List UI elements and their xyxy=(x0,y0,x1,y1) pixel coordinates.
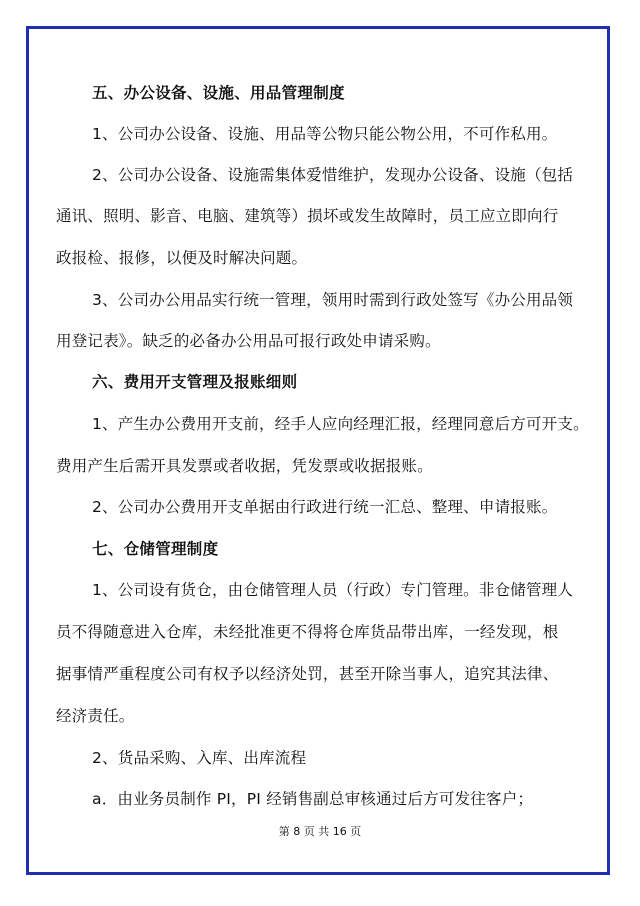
page-number-footer: 第 8 页 共 16 页 xyxy=(278,825,362,838)
paragraph-line: 1、公司办公设备、设施、用品等公物只能公物公用，不可作私用。 xyxy=(92,125,558,143)
paragraph-line: 经济责任。 xyxy=(56,707,135,725)
section-heading-7: 七、仓储管理制度 xyxy=(92,540,219,558)
paragraph-line: 1、产生办公费用开支前，经手人应向经理汇报，经理同意后方可开支。 xyxy=(92,415,589,433)
paragraph-line: a．由业务员制作 PI，PI 经销售副总审核通过后方可发往客户； xyxy=(92,790,534,808)
paragraph-line: 2、货品采购、入库、出库流程 xyxy=(92,749,307,767)
paragraph-line: 用登记表》。缺乏的必备办公用品可报行政处申请采购。 xyxy=(56,332,441,350)
paragraph-line: 政报检、报修，以便及时解决问题。 xyxy=(56,249,308,267)
paragraph-line: 2、公司办公设备、设施需集体爱惜维护，发现办公设备、设施（包括 xyxy=(92,166,574,184)
paragraph-line: 1、公司设有货仓，由仓储管理人员（行政）专门管理。非仓储管理人 xyxy=(92,581,574,599)
section-heading-5: 五、办公设备、设施、用品管理制度 xyxy=(92,84,345,102)
paragraph-line: 据事情严重程度公司有权予以经济处罚，甚至开除当事人，追究其法律、 xyxy=(56,665,559,683)
paragraph-line: 通讯、照明、影音、电脑、建筑等）损坏或发生故障时，员工应立即向行 xyxy=(56,207,559,225)
paragraph-line: 员不得随意进入仓库，未经批准更不得将仓库货品带出库，一经发现，根 xyxy=(56,623,559,641)
section-heading-6: 六、费用开支管理及报账细则 xyxy=(92,373,298,391)
paragraph-line: 2、公司办公费用开支单据由行政进行统一汇总、整理、申请报账。 xyxy=(92,498,558,516)
paragraph-line: 3、公司办公用品实行统一管理，领用时需到行政处签写《办公用品领 xyxy=(92,291,574,309)
paragraph-line: 费用产生后需开具发票或者收据，凭发票或收据报账。 xyxy=(56,457,433,475)
